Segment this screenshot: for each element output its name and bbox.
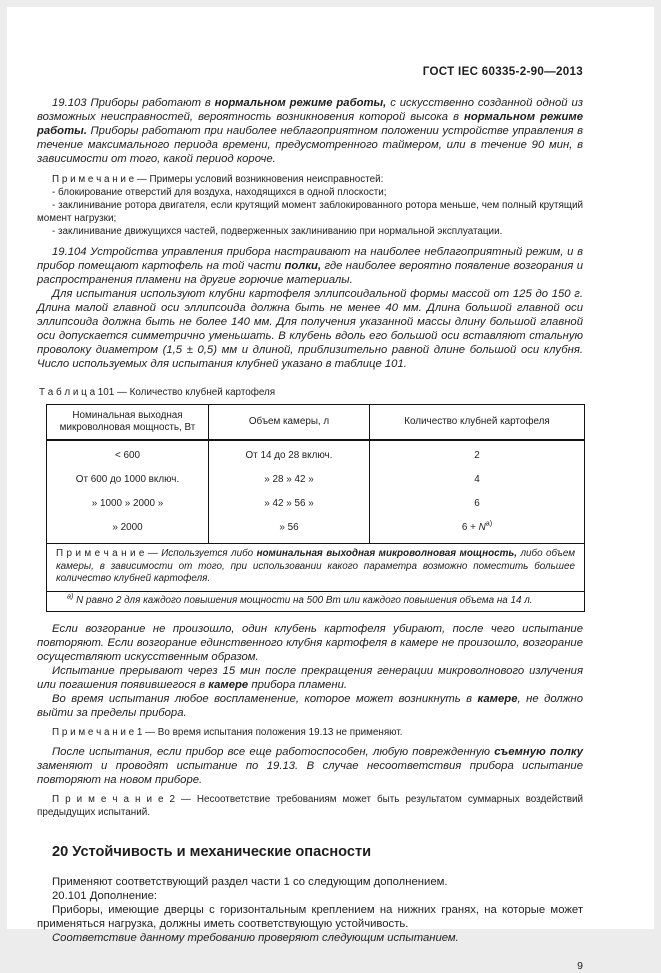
table-row: [47, 492, 585, 516]
table-cell: » 2000: [47, 516, 209, 544]
table-cell: < 600: [47, 440, 209, 468]
fault-item-1: - блокирование отверстий для воздуха, находящихся в одной плоскости;: [52, 187, 387, 198]
post-table-paragraph-4: После испытания, если прибор все еще работоспособен, любую поврежденную съемную полку заменяют и проводят испытание по 19.13. В случае несоответствия прибора испытание повторяют на новом приборе.: [37, 745, 583, 786]
clause-19-103-paragraph: 19.103 Приборы работают в нормальном режиме работы, с искусственно созданной одной из возможных неисправностей, вероятность возникновения которой высока в нормальном режиме работы. Приборы работают при наиболее неблагоприятном положении устройстве управления в течение максимального периода времени, предусмотренного таймером, или в течение 90 мин, в зависимости от того, какой период короче.: [37, 97, 583, 165]
fault-item-3: - заклинивание движущихся частей, подверженных заклиниванию при нормальной эксплуатации.: [52, 226, 503, 237]
post-table-paragraph-1: Если возгорание не произошло, один клубень картофеля убирают, после чего испытание повторяют. Если возгорание единственного клубня картофеля в камере не произошло, возгорание осуществляют искусственным образом.: [37, 622, 583, 663]
note-faults-intro: П р и м е ч а н и е — Примеры условий возникновения неисправностей:: [52, 174, 384, 185]
page-content: [7, 7, 654, 973]
table-footnote: $^{a)}$ N равно 2 для каждого повышения мощности на 500 Вт или каждого повышения объема на 14 л.: [47, 591, 585, 611]
clause-19-104-paragraph-1: 19.104 Устройства управления прибора настраивают на наиболее неблагоприятный режим, и в прибор помещают картофель на той части полки, где наиболее вероятно появление возгорания и распространения пламени на другие горючие материалы.: [37, 246, 584, 286]
table-note: П р и м е ч а н и е — Используется либо номинальная выходная микроволновая мощность, либо объем камеры, в зависимости от того, при использовании какого параметра возможно поместить большее количество клубней картофеля.: [47, 544, 585, 592]
table-header-row: [47, 405, 585, 441]
table-cell: » 56: [209, 516, 370, 544]
table-cell: » 42 » 56 »: [209, 492, 370, 516]
post-table-paragraph-3: Во время испытания любое воспламенение, которое может возникнуть в камере, не должно выйти за пределы прибора.: [37, 692, 583, 719]
note-2: П р и м е ч а н и е 2 — Несоответствие требованиям может быть результатом суммарных воздействий предыдущих испытаний.: [37, 793, 583, 818]
table-cell: От 600 до 1000 включ.: [47, 468, 209, 492]
column-header-power: Номинальная выходная микроволновая мощность, Вт: [47, 405, 209, 441]
doc-number: ГОСТ IEC 60335-2-90—2013: [422, 65, 583, 78]
table-cell: $6 + N^{a)}$: [461, 518, 493, 533]
fault-item-2: - заклинивание ротора двигателя, если крутящий момент заблокированного ротора меньше, чем полный крутящий момент нагрузки;: [37, 200, 583, 224]
section-20-paragraph-3: Приборы, имеющие дверцы с горизонтальным креплением на нижних гранях, на которые может применяться нагрузка, должны иметь соответствующую устойчивость.: [37, 903, 583, 930]
section-20-paragraph-1: Применяют соответствующий раздел части 1 со следующим дополнением.: [52, 875, 448, 888]
table-cell: » 28 » 42 »: [209, 468, 370, 492]
table-cell: 6: [474, 498, 480, 509]
section-20-paragraph-4: Соответствие данному требованию проверяют следующим испытанием.: [52, 931, 459, 944]
table-row: [47, 516, 585, 544]
table-cell: От 14 до 28 включ.: [209, 440, 370, 468]
section-20-paragraph-2: 20.101 Дополнение:: [52, 889, 157, 902]
post-table-paragraph-2: Испытание прерывают через 15 мин после прекращения генерации микроволнового излучения или погашения появившегося в камере прибора пламени.: [37, 664, 583, 691]
page-number: 9: [577, 959, 583, 972]
table-footnote-row: [47, 591, 585, 611]
table-101: [46, 404, 585, 612]
column-header-volume: Объем камеры, л: [209, 405, 370, 441]
table-101-caption: Т а б л и ц а 101 — Количество клубней картофеля: [39, 387, 276, 398]
table-cell: 4: [474, 474, 480, 485]
clause-19-104-paragraph-2: Для испытания используют клубни картофеля эллипсоидальной формы массой от 125 до 150 г. Длина малой главной оси эллипсоида должна быть не менее 40 мм. Длина большой главной оси эллипсоида должна быть не более 140 мм. Для получения указанной массы длину большой главной оси допускается симметрично уменьшать. В клубень вдоль его большой оси вставляют стальную проволоку диаметром (1,5 ± 0,5) мм и длиной, приблизительно равной длине большой оси клубня. Число используемых для испытания клубней указано в таблице 101.: [37, 288, 583, 370]
column-header-count: Количество клубней картофеля: [370, 405, 585, 441]
table-note-row: [47, 544, 585, 592]
table-cell: 2: [474, 450, 480, 461]
table-row: [47, 440, 585, 468]
table-cell: » 1000 » 2000 »: [47, 492, 209, 516]
note-1: П р и м е ч а н и е 1 — Во время испытания положения 19.13 не применяют.: [52, 726, 403, 738]
table-row: [47, 468, 585, 492]
section-20-heading: 20 Устойчивость и механические опасности: [52, 843, 372, 860]
document-page: [7, 7, 654, 972]
